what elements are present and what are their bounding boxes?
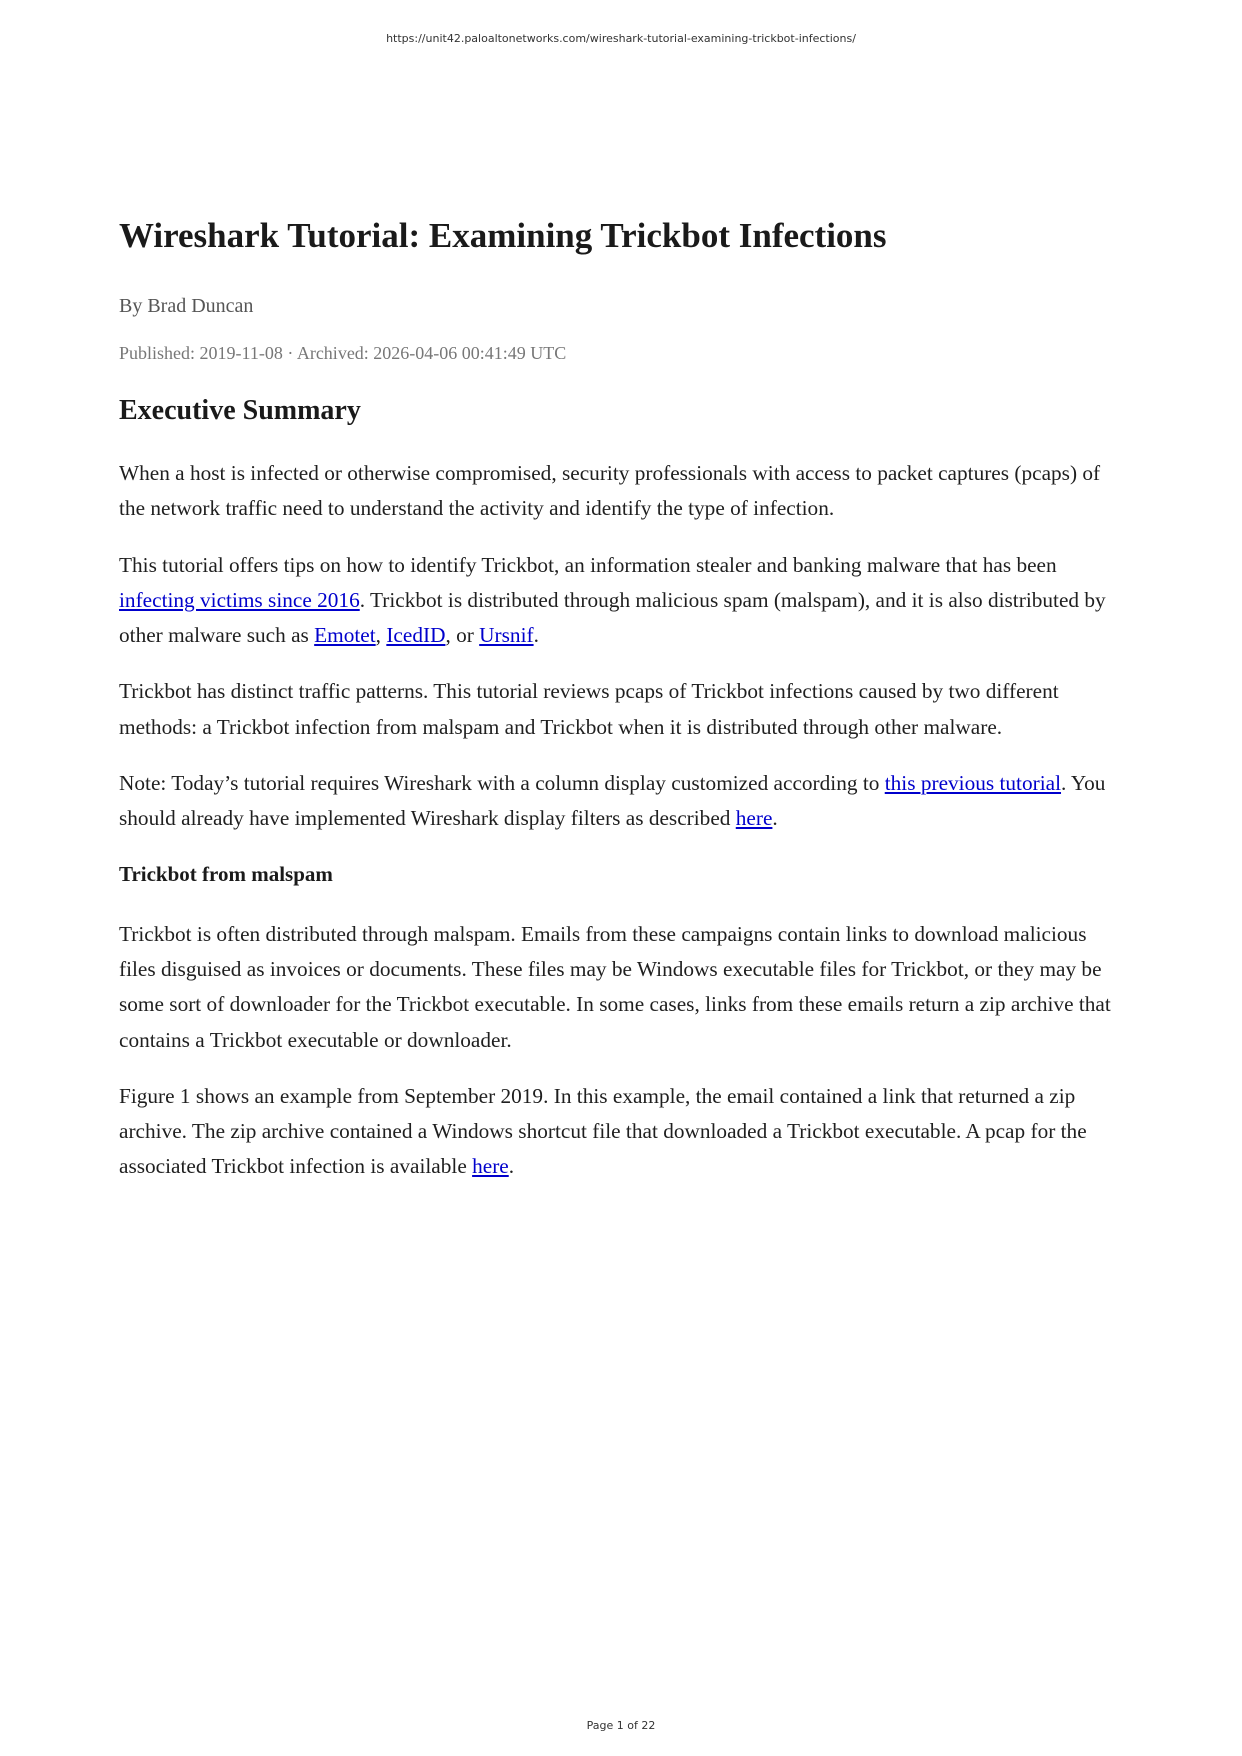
page-url-header: https://unit42.paloaltonetworks.com/wireshark-tutorial-examining-trickbot-infections/ xyxy=(386,32,856,45)
p4-text-mid: . You should already have implemented Wireshark display filters as described xyxy=(119,771,1106,831)
p2-text-end: . xyxy=(533,623,539,648)
p2-sep2: , or xyxy=(445,623,480,648)
link-previous-tutorial[interactable]: this previous tutorial xyxy=(884,771,1062,796)
p4-text-before: Note: Today’s tutorial requires Wireshark with a column display customized according to xyxy=(119,771,885,796)
link-icedid[interactable]: IcedID xyxy=(386,623,446,648)
article-title: Wireshark Tutorial: Examining Trickbot Infections xyxy=(119,216,887,255)
p6-text-end: . xyxy=(508,1154,515,1179)
section-heading-executive-summary: Executive Summary xyxy=(119,395,361,426)
paragraph-2 xyxy=(119,548,1124,654)
link-infecting-victims[interactable]: infecting victims since 2016 xyxy=(119,587,360,612)
article-content xyxy=(119,212,1124,1206)
p6-text-before: Figure 1 shows an example from September 2019. In this example, the email contained a link that returned a zip archive. The zip archive contained a Windows shortcut file that downloaded a Trickbot executable. A pcap for the associated Trickbot infection is available xyxy=(119,1083,1087,1179)
article-meta: Published: 2019-11-08 · Archived: 2026-04-06 00:41:49 UTC xyxy=(119,343,567,363)
article-byline: By Brad Duncan xyxy=(119,295,254,317)
paragraph-1: When a host is infected or otherwise compromised, security professionals with access to packet captures (pcaps) of the network traffic need to understand the activity and identify the type of infection. xyxy=(119,461,1101,521)
paragraph-6 xyxy=(119,1079,1124,1185)
p2-sep1: , xyxy=(375,623,387,648)
subheading-trickbot-from-malspam: Trickbot from malspam xyxy=(119,861,333,886)
p2-text-before: This tutorial offers tips on how to identify Trickbot, an information stealer and banking malware that has been xyxy=(119,552,1057,577)
page-number-footer: Page 1 of 22 xyxy=(586,1719,656,1732)
paragraph-3: Trickbot has distinct traffic patterns. This tutorial reviews pcaps of Trickbot infections caused by two different methods: a Trickbot infection from malspam and Trickbot when it is distributed through other malware. xyxy=(119,679,1059,739)
p2-text-mid: . Trickbot is distributed through malicious spam (malspam), and it is also distributed by other malware such as xyxy=(119,587,1106,648)
link-emotet[interactable]: Emotet xyxy=(314,623,376,648)
link-ursnif[interactable]: Ursnif xyxy=(479,623,534,648)
paragraph-5: Trickbot is often distributed through malspam. Emails from these campaigns contain links to download malicious files disguised as invoices or documents. These files may be Windows executable files for Trickbot, or they may be some sort of downloader for the Trickbot executable. In some cases, links from these emails return a zip archive that contains a Trickbot executable or downloader. xyxy=(119,921,1111,1052)
link-here-pcap[interactable]: here xyxy=(472,1154,509,1179)
p4-text-end: . xyxy=(772,806,778,831)
paragraph-4 xyxy=(119,766,1124,837)
link-here-filters[interactable]: here xyxy=(735,806,773,831)
